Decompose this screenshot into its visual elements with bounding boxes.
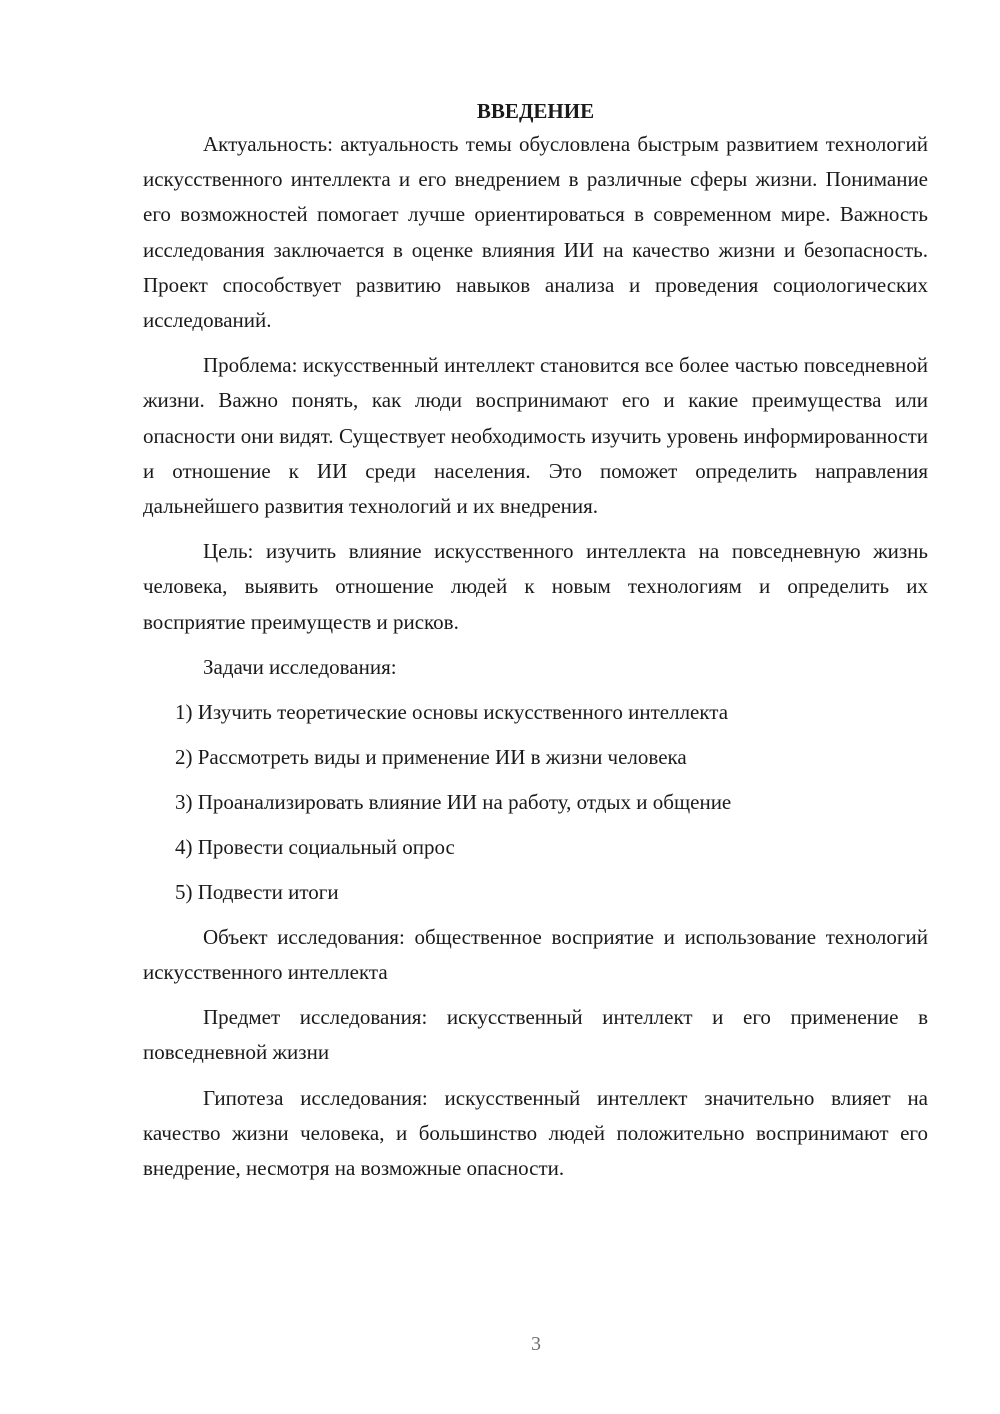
list-item: 2) Рассмотреть виды и применение ИИ в жизни человека: [175, 744, 687, 769]
document-page: [143, 95, 928, 1196]
list-item: 5) Подвести итоги: [175, 879, 339, 904]
problem-paragraph: Проблема: искусственный интеллект становится все более частью повседневной жизни. Важно понять, как люди воспринимают его и какие преимущества или опасности они видят. Существует необходимость изучить уровень информированности и отношение к ИИ среди населения. Это поможет определить направления дальнейшего развития технологий и их внедрения.: [143, 353, 928, 519]
task-list: [143, 695, 928, 910]
list-item: 4) Провести социальный опрос: [175, 834, 455, 859]
subject-paragraph: Предмет исследования: искусственный интеллект и его применение в повседневной жизни: [143, 1005, 928, 1065]
object-paragraph: Объект исследования: общественное восприятие и использование технологий искусственного интеллекта: [143, 924, 928, 985]
relevance-paragraph: Актуальность: актуальность темы обусловлена быстрым развитием технологий искусственного интеллекта и его внедрением в различные сферы жизни. Понимание его возможностей помогает лучше ориентироваться в современном мире. Важность исследования заключается в оценке влияния ИИ на качество жизни и безопасность. Проект способствует развитию навыков анализа и проведения социологических исследований.: [143, 132, 928, 333]
list-item: 3) Проанализировать влияние ИИ на работу, отдых и общение: [175, 789, 732, 814]
page-number: 3: [531, 1333, 541, 1355]
tasks-heading: Задачи исследования:: [203, 654, 397, 679]
goal-paragraph: Цель: изучить влияние искусственного интеллекта на повседневную жизнь человека, выявить отношение людей к новым технологиям и определить их восприятие преимуществ и рисков.: [143, 539, 928, 634]
hypothesis-paragraph: Гипотеза исследования: искусственный интеллект значительно влияет на качество жизни человека, и большинство людей положительно воспринимают его внедрение, несмотря на возможные опасности.: [143, 1085, 928, 1181]
list-item: 1) Изучить теоретические основы искусственного интеллекта: [175, 699, 729, 724]
page-title: ВВЕДЕНИЕ: [476, 99, 595, 123]
